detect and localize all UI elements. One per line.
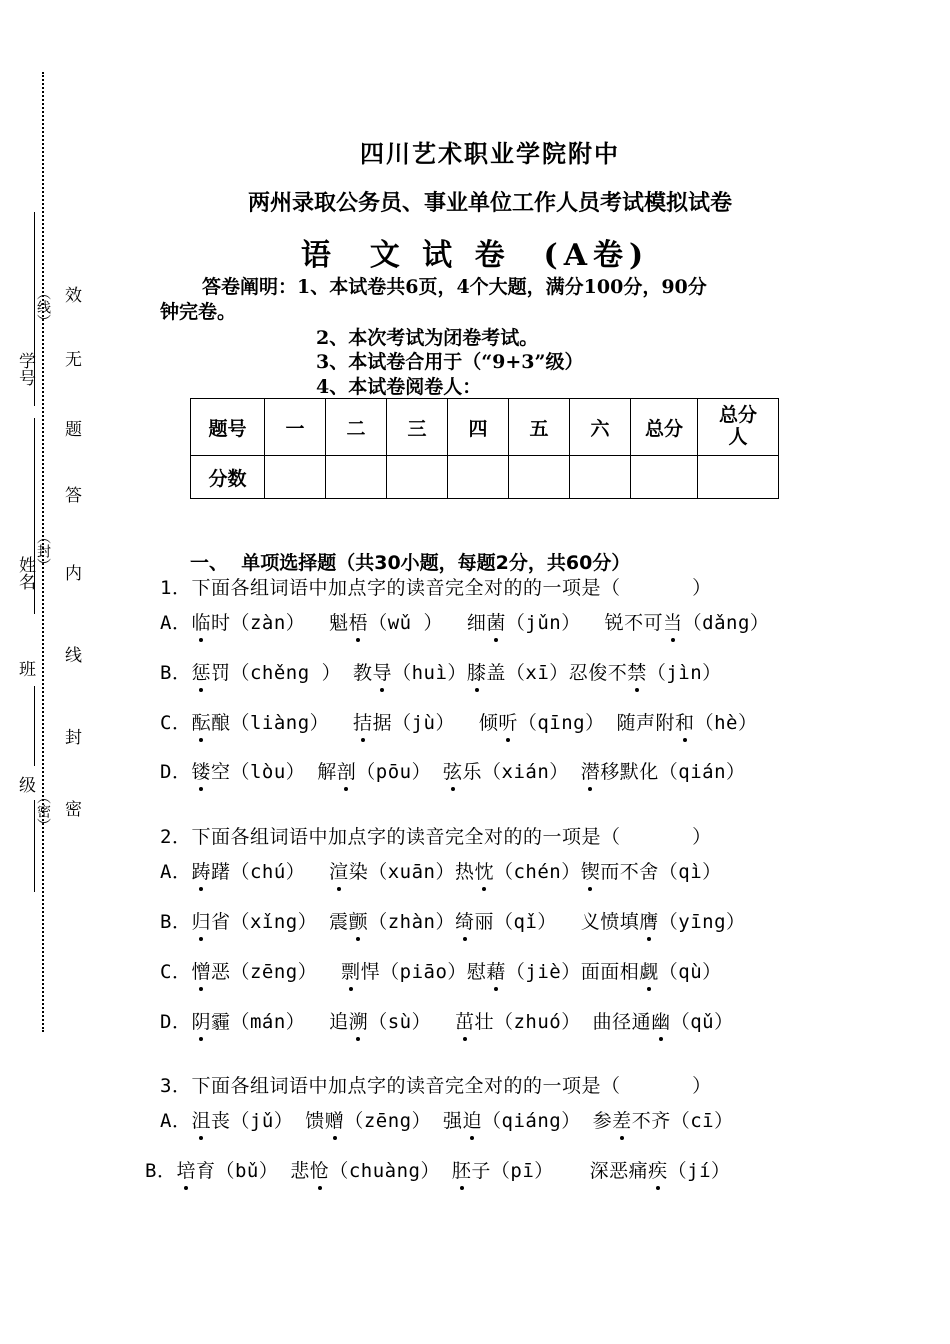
question-stem: 1．下面各组词语中加点字的读音完全对的的一项是（ ） [160,577,712,599]
score-cell[interactable] [326,456,387,499]
warn-char-2: 无 [61,350,81,367]
option-text: （yīng） [658,911,746,933]
dotted-char: 锲 [581,857,601,884]
option-text: （chuàng） [329,1160,452,1182]
option-text: 悍（piāo）慰 [360,961,487,983]
dotted-char: 膺 [639,907,659,934]
dotted-char: 踌 [191,857,211,884]
option-line [160,658,722,685]
dotted-char: 培 [176,1156,196,1183]
dotted-char: 绮 [455,907,475,934]
option-text: （wǔ ） 细 [368,612,487,634]
score-cell[interactable] [631,456,698,499]
option-text: D． [160,761,192,783]
dotted-char: 当 [663,608,683,635]
score-header-cell: 总分 [631,399,698,456]
option-text: B． [160,911,192,933]
score-header-cell: 三 [387,399,448,456]
question-stem: 3．下面各组词语中加点字的读音完全对的的一项是（ ） [160,1075,712,1097]
seal-line-mark: （线） [35,286,51,328]
score-header-total-person: 总分人 [718,404,757,448]
option-text: 不齐（cī） [631,1110,734,1132]
dotted-char: 和 [675,708,695,735]
score-cell[interactable] [387,456,448,499]
option-text: 霾（mán） 追 [210,1011,349,1033]
option-line [160,1007,734,1034]
option-text: 乐（xián） [462,761,581,783]
score-header-cell: 六 [570,399,631,456]
exam-subtitle: 两州录取公务员、事业单位工作人员考试模拟试卷 [247,190,732,216]
option-text: （qǔ） [670,1011,734,1033]
option-text: C． [160,961,192,983]
dotted-char: 镂 [191,757,211,784]
option-text: （jiè）面面相 [505,961,640,983]
option-text: 盖（xī）忍俊不 [486,662,628,684]
option-text: （jí） [667,1160,731,1182]
option-text: 恶（zēng） [210,961,342,983]
dotted-char: 剽 [341,957,361,984]
dotted-char: 藉 [486,957,506,984]
option-text: 空（lòu） 解 [210,761,337,783]
dotted-char: 颤 [349,907,369,934]
score-header-cell: 二 [326,399,387,456]
score-header-cell: 题号 [191,399,265,456]
dotted-char: 赠 [325,1106,345,1133]
name-label: 姓名 [15,556,35,590]
dotted-char: 怆 [310,1156,330,1183]
option-text: C． [160,712,192,734]
score-header-cell: 五 [509,399,570,456]
option-text: 染（xuān）热 [348,861,475,883]
option-text: 丽（qǐ） 义愤填 [474,911,640,933]
option-text: （zhàn） [368,911,455,933]
option-text: 壮（zhuó） 曲径通 [474,1011,652,1033]
option-text: （qiáng） 参 [482,1110,613,1132]
option-text: （jìn） [646,662,722,684]
option-line [160,708,757,735]
note-line-1b: 钟完卷。 [160,301,237,323]
class-label: 班 [15,660,35,677]
option-text: D． [160,1011,192,1033]
option-text: （jǔn） 锐不可 [505,612,664,634]
dotted-char: 忱 [474,857,494,884]
option-text: B． [145,1160,177,1182]
dotted-char: 归 [191,907,211,934]
dotted-char: 迫 [463,1106,483,1133]
section-title: 一、 单项选择题（共30小题，每题2分，共60分） [190,552,631,574]
dotted-char: 阴 [191,1007,211,1034]
dotted-char: 剖 [337,757,357,784]
option-line [160,907,746,934]
option-text: （sù） [368,1011,455,1033]
note-line-3: 3、本试卷合用于（“9+3”级） [316,351,584,373]
score-cell[interactable] [448,456,509,499]
warn-char-1: 效 [61,286,81,303]
dotted-char: 拮 [353,708,373,735]
dotted-char: 胚 [452,1156,472,1183]
option-line [160,608,769,635]
warn-char-7: 封 [61,728,81,745]
warn-char-3: 题 [61,420,81,437]
dotted-char: 菌 [486,608,506,635]
option-text: （chén） [493,861,581,883]
score-cell[interactable] [265,456,326,499]
exam-title: 语 文 试 卷 (A卷) [300,238,650,273]
dotted-char: 疾 [648,1156,668,1183]
option-text: （huì） [392,662,467,684]
grade-label: 级 [15,776,35,793]
dotted-char: 溯 [349,1007,369,1034]
dotted-char: 差 [612,1106,632,1133]
warn-char-5: 内 [61,564,81,581]
score-row-label: 分数 [191,456,265,499]
option-line [145,1156,731,1183]
class-line [34,686,35,766]
dotted-char: 膝 [467,658,487,685]
option-text: A． [160,1110,192,1132]
seal-secret-mark: （密） [35,790,51,832]
option-text: A． [160,861,192,883]
option-line [160,857,722,884]
option-text: 时（zàn） 魁 [210,612,349,634]
option-text: （qīng） 随声附 [517,712,676,734]
dotted-char: 沮 [191,1106,211,1133]
option-text: 躇（chú） [210,861,330,883]
option-text: （qù） [658,961,722,983]
dotted-char: 临 [191,608,211,635]
score-header-cell [698,399,779,456]
option-text: 育（bǔ） 悲 [195,1160,310,1182]
dotted-char: 渲 [329,857,349,884]
dotted-char: 禁 [627,658,647,685]
option-text: （dǎng） [682,612,770,634]
dotted-char: 听 [498,708,518,735]
dotted-char: 惩 [191,658,211,685]
option-text: 丧（jǔ） 馈 [210,1110,325,1132]
warn-char-8: 密 [61,800,81,817]
option-text: 子（pī） 深恶痛 [471,1160,649,1182]
student-id-label: 学号 [15,352,35,386]
score-table [190,398,779,499]
option-text: A． [160,612,192,634]
score-cell[interactable] [570,456,631,499]
score-cell[interactable] [509,456,570,499]
option-text: 而不舍（qì） [600,861,722,883]
question-stem: 2．下面各组词语中加点字的读音完全对的的一项是（ ） [160,826,712,848]
name-line [34,418,35,614]
dotted-char: 弦 [443,757,463,784]
note-line-2: 2、本次考试为闭卷考试。 [316,327,539,349]
option-text: 据（jù） 倾 [372,712,499,734]
option-text: （hè） [694,712,758,734]
warn-char-6: 线 [61,646,81,663]
option-text: 罚（chěng ） 教 [210,662,373,684]
option-line [160,1106,734,1133]
warn-char-4: 答 [61,486,81,503]
dotted-char: 幽 [651,1007,671,1034]
dotted-char: 憎 [191,957,211,984]
option-text: 移默化（qián） [600,761,746,783]
score-header-cell: 一 [265,399,326,456]
dotted-char: 茁 [455,1007,475,1034]
option-text: B． [160,662,192,684]
option-text: （zēng） 强 [344,1110,463,1132]
option-text: 省（xǐng） 震 [210,911,349,933]
option-line [160,757,746,784]
option-text: （pōu） [356,761,444,783]
score-header-cell: 四 [448,399,509,456]
school-name: 四川艺术职业学院附中 [360,139,620,168]
score-cell[interactable] [698,456,779,499]
dotted-char: 酝 [191,708,211,735]
dotted-char: 觑 [639,957,659,984]
note-line-1: 答卷阐明：1、本试卷共6页，4个大题，满分100分，90分 [202,276,707,298]
dotted-char: 导 [373,658,393,685]
dotted-char: 梧 [349,608,369,635]
seal-fold-mark: （封） [35,530,51,572]
note-line-4: 4、本试卷阅卷人： [316,376,482,398]
option-text: 酿（liàng） [210,712,354,734]
option-line [160,957,722,984]
dotted-char: 潜 [581,757,601,784]
